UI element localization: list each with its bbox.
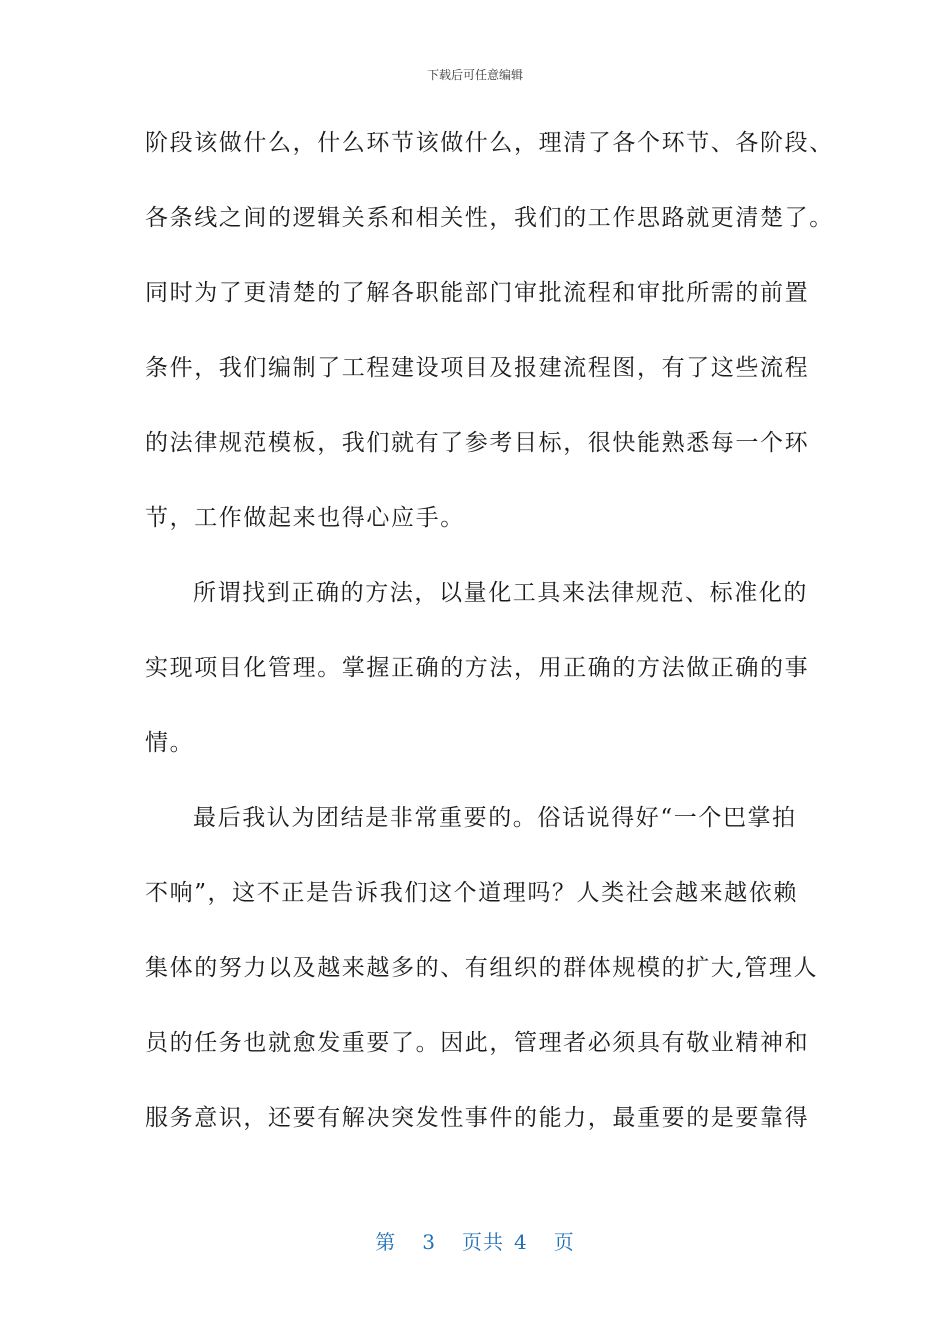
footer-total-pages: 4: [514, 1230, 528, 1254]
text-line-2: 各条线之间的逻辑关系和相关性，我们的工作思路就更清楚了。: [145, 205, 834, 231]
text-line-10: 最后我认为团结是非常重要的。俗话说得好“一个巴掌拍: [193, 805, 797, 831]
footer-prefix: 第: [375, 1230, 397, 1254]
text-line-13: 员的任务也就愈发重要了。因此，管理者必须具有敬业精神和: [145, 1030, 810, 1056]
text-line-5: 的法律规范模板，我们就有了参考目标，很快能熟悉每一个环: [145, 430, 810, 456]
page-footer: [0, 1226, 950, 1255]
footer-current-page: 3: [422, 1230, 436, 1254]
text-line-9: 情。: [145, 730, 195, 756]
text-line-3: 同时为了更清楚的了解各职能部门审批流程和审批所需的前置: [145, 280, 810, 306]
page-header: 下载后可任意编辑: [426, 68, 523, 82]
text-line-7: 所谓找到正确的方法，以量化工具来法律规范、标准化的: [193, 580, 808, 606]
text-line-6: 节，工作做起来也得心应手。: [145, 505, 465, 531]
text-line-11: 不响”，这不正是告诉我们这个道理吗？人类社会越来越依赖: [145, 880, 798, 906]
text-line-1: 阶段该做什么，什么环节该做什么，理清了各个环节、各阶段、: [145, 130, 834, 156]
text-line-14: 服务意识，还要有解决突发性事件的能力，最重要的是要靠得: [145, 1105, 810, 1131]
footer-suffix: 页: [553, 1230, 575, 1254]
footer-middle: 页共: [462, 1230, 504, 1254]
text-line-12: 集体的努力以及越来越多的、有组织的群体规模的扩大,管理人: [145, 955, 819, 981]
text-line-8: 实现项目化管理。掌握正确的方法，用正确的方法做正确的事: [145, 655, 810, 681]
text-line-4: 条件，我们编制了工程建设项目及报建流程图，有了这些流程: [145, 355, 810, 381]
